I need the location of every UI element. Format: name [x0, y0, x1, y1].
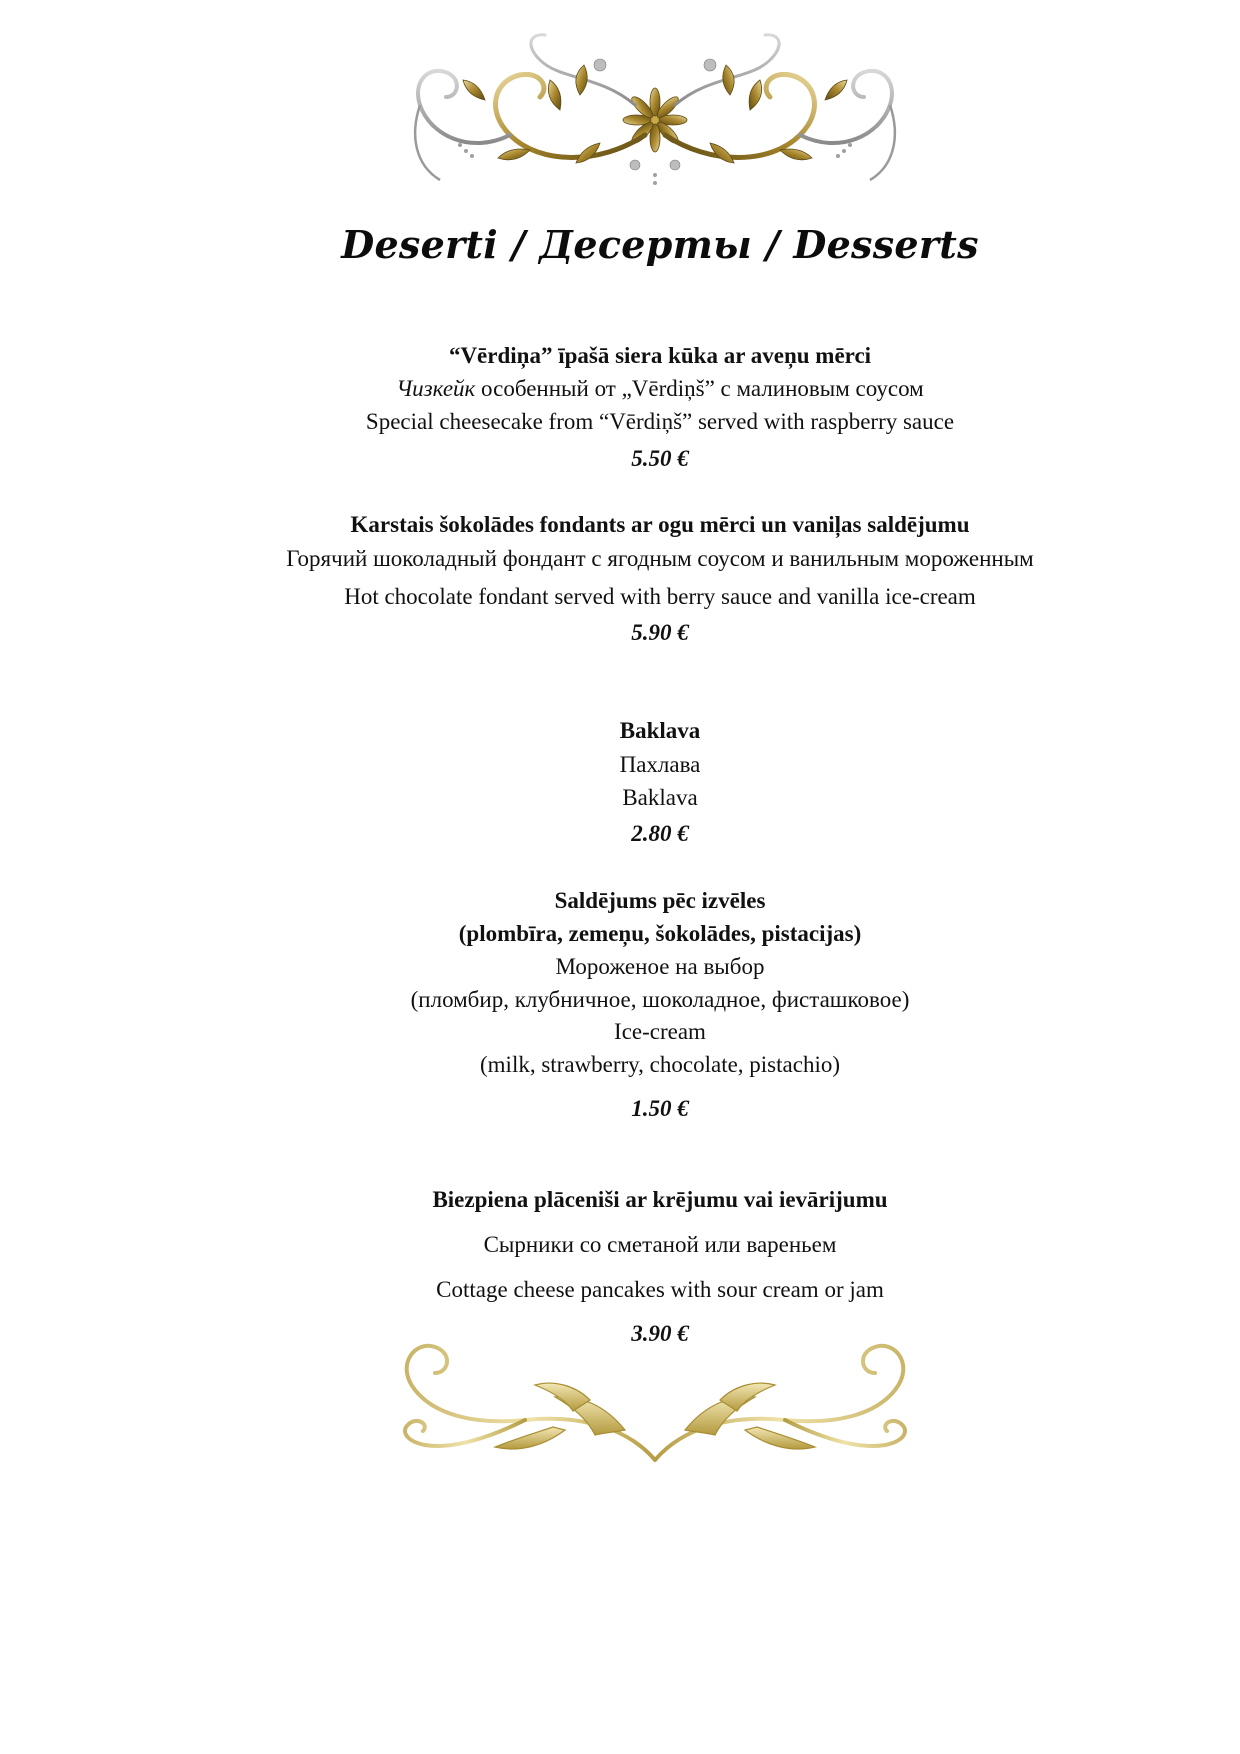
item-1-name-lv: “Vērdiņa” īpašā siera kūka ar aveņu mērci	[448, 343, 872, 368]
item-4-name-lv-2: (plombīra, zemeņu, šokolādes, pistacijas)	[458, 921, 862, 946]
item-3-name-ru: Пахлава	[619, 752, 701, 777]
item-1-name-ru-italic: Чизкейк	[396, 376, 476, 401]
item-2-name-lv: Karstais šokolādes fondants ar ogu mērci un vaniļas saldējumu	[350, 512, 970, 537]
item-4-name-en-2: (milk, strawberry, chocolate, pistachio)	[480, 1052, 840, 1077]
item-1-price: 5.50 €	[631, 446, 689, 471]
item-4-name-ru-2: (пломбир, клубничное, шоколадное, фисташковое)	[410, 987, 910, 1012]
item-4-name-en: Ice-cream	[614, 1019, 706, 1044]
item-5-name-ru: Сырники со сметаной или вареньем	[483, 1232, 837, 1257]
item-1-name-en: Special cheesecake from “Vērdiņš” served with raspberry sauce	[365, 409, 955, 434]
item-3-name-en: Baklava	[622, 785, 698, 810]
item-2-price: 5.90 €	[631, 620, 689, 645]
item-5-name-en: Cottage cheese pancakes with sour cream or jam	[436, 1277, 884, 1302]
item-3-name-lv: Baklava	[619, 718, 701, 743]
item-2-name-en: Hot chocolate fondant served with berry sauce and vanilla ice-cream	[344, 584, 976, 609]
item-2-name-ru: Горячий шоколадный фондант с ягодным соусом и ванильным мороженным	[286, 546, 1034, 571]
item-5-price: 3.90 €	[631, 1321, 689, 1346]
item-4-price: 1.50 €	[631, 1096, 689, 1121]
item-1-name-ru	[0, 376, 1240, 402]
item-5-name-lv: Biezpiena plāceniši ar krējumu vai ievārijumu	[432, 1187, 888, 1212]
page-title: Deserti / Десерты / Desserts	[341, 222, 979, 267]
item-1-name-ru-rest: особенный от „Vērdiņš” с малиновым соусом	[475, 376, 924, 401]
item-4-name-ru: Мороженое на выбор	[555, 954, 765, 979]
item-3-price: 2.80 €	[631, 821, 689, 846]
gold-leaf-flourish-icon	[375, 1335, 935, 1475]
floral-scroll-ornament-icon	[400, 25, 910, 195]
item-4-name-lv: Saldējums pēc izvēles	[554, 888, 766, 913]
